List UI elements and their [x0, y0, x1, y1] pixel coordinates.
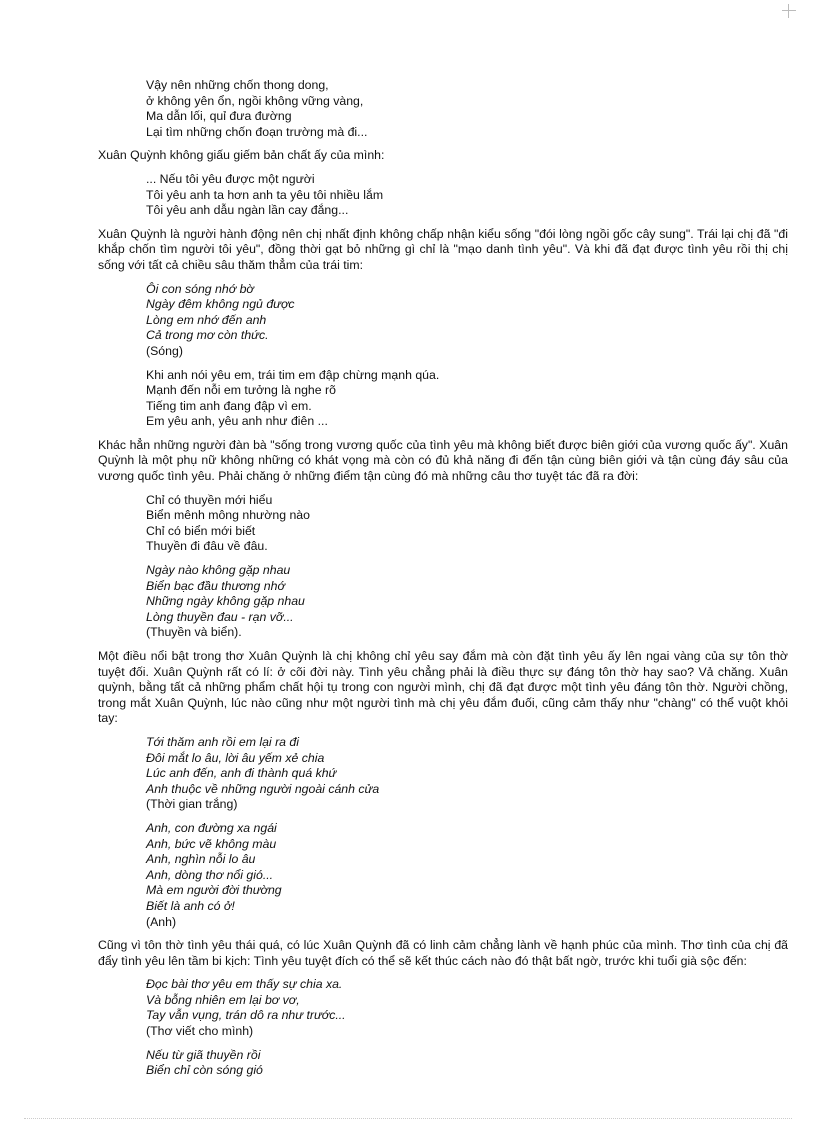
poem-line: Anh, nghìn nỗi lo âu: [146, 852, 256, 867]
poem-line: Mà em người đời thường: [146, 883, 282, 898]
paragraph: Xuân Quỳnh là người hành động nên chị nhất định không chấp nhận kiểu sống "đói lòng ngồi gốc cây sung". Trái lại chị đã "đi khắp chốn tìm người tôi yêu", đồng thời gạt bỏ những gì chỉ là "mạo danh tình yêu". Và khi đã đạt được tình yêu rồi thị chị sống với tất cả chiều sâu thăm thẳm của trái tim:: [98, 226, 788, 272]
poem-line: Biển bạc đầu thương nhớ: [146, 578, 285, 593]
poem-line: Mạnh đến nỗi em tưởng là nghe rõ: [146, 383, 336, 398]
poem-source: (Thuyền và biển).: [146, 625, 242, 640]
paragraph: Cũng vì tôn thờ tình yêu thái quá, có lúc Xuân Quỳnh đã có linh cảm chẳng lành về hạnh phúc của mình. Thơ tình của chị đã đẩy tình yêu lên tầm bi kịch: Tình yêu tuyệt đích có thể sẽ kết thúc cách nào đó thật bất ngờ, trước khi tuổi già sộc đến:: [98, 938, 788, 968]
poem-line: Ngày nào không gặp nhau: [146, 563, 291, 578]
poem-line: Tới thăm anh rồi em lại ra đi: [146, 734, 300, 749]
poem-line: Ôi con sóng nhớ bờ: [146, 281, 254, 296]
poem-line: Đôi mắt lo âu, lời âu yếm xẻ chia: [146, 750, 325, 765]
poem-line: Anh, con đường xa ngái: [146, 820, 277, 835]
poem-line: Thuyền đi đâu về đâu.: [146, 539, 268, 554]
poem-line: Lòng em nhớ đến anh: [146, 312, 267, 327]
document-page: [98, 78, 788, 1087]
poem-line: Chỉ có biển mới biết: [146, 523, 256, 538]
poem-line: ... Nếu tôi yêu được một người: [146, 171, 315, 186]
poem-stanza: [146, 977, 788, 1039]
poem-line: Đọc bài thơ yêu em thấy sự chia xa.: [146, 977, 343, 992]
poem-line: Lại tìm những chốn đoạn trường mà đi...: [146, 124, 368, 139]
poem-line: Khi anh nói yêu em, trái tim em đập chừng mạnh qúa.: [146, 367, 440, 382]
page-bottom-divider: [24, 1118, 792, 1119]
poem-line: Anh, bức vẽ không màu: [146, 836, 277, 851]
poem-stanza: [146, 563, 788, 641]
poem-line: Cả trong mơ còn thức.: [146, 328, 269, 343]
poem-line: Biết là anh có ở!: [146, 898, 235, 913]
poem-line: Biển chỉ còn sóng gió: [146, 1063, 263, 1078]
poem-source: (Sóng): [146, 343, 183, 358]
poem-line: ở không yên ổn, ngồi không vững vàng,: [146, 93, 364, 108]
poem-stanza: [146, 1048, 788, 1079]
poem-line: Biển mênh mông nhường nào: [146, 508, 310, 523]
poem-line: Vậy nên những chốn thong dong,: [146, 78, 329, 92]
poem-stanza: [146, 735, 788, 813]
poem-stanza: [146, 493, 788, 555]
poem-stanza: [146, 368, 788, 430]
poem-stanza: [146, 821, 788, 930]
poem-line: Ma dẫn lối, quỉ đưa đường: [146, 109, 292, 124]
poem-line: Lúc anh đến, anh đi thành quá khứ: [146, 766, 337, 781]
paragraph: Khác hẳn những người đàn bà "sống trong vương quốc của tình yêu mà không biết được biên giới của vương quốc ấy". Xuân Quỳnh là một phụ nữ không những có khát vọng mà còn có đủ khả năng đi đến tận cùng biên giới và tận cùng đáy sâu của vương quốc tình yêu. Phải chăng ở những điểm tận cùng đó mà những câu thơ tuyệt tác đã ra đời:: [98, 437, 788, 484]
poem-line: Những ngày không gặp nhau: [146, 594, 305, 609]
poem-stanza: [146, 172, 788, 219]
poem-source: (Thời gian trắng): [146, 797, 238, 812]
poem-line: Anh thuộc về những người ngoài cánh cửa: [146, 781, 380, 796]
poem-line: Lòng thuyền đau - rạn vỡ...: [146, 609, 294, 624]
poem-source: (Anh): [146, 914, 177, 929]
poem-line: Ngày đêm không ngủ được: [146, 297, 295, 312]
poem-line: Em yêu anh, yêu anh như điên ...: [146, 414, 328, 429]
poem-line: Chỉ có thuyền mới hiểu: [146, 492, 273, 507]
paragraph: Một điều nổi bật trong thơ Xuân Quỳnh là chị không chỉ yêu say đắm mà còn đặt tình yêu ấy lên ngai vàng của sự tôn thờ tuyệt đối. Xuân Quỳnh rất có lí: ở cõi đời này. Tình yêu chẳng phải là điều thực sự đáng tôn thờ hay sao? Vả chăng. Xuân quỳnh, bằng tất cả những phẩm chất hội tụ trong con người mình, chị đã đạt được một tình yêu đáng tôn thờ. Người chồng, trong mắt Xuân Quỳnh, lúc nào cũng như một người tình mà chị yêu đắm đuối, cũng cảm thấy như "chàng" có thể vuột khỏi tay:: [98, 649, 788, 726]
paragraph: Xuân Quỳnh không giấu giếm bản chất ấy của mình:: [98, 148, 385, 163]
poem-line: Tôi yêu anh ta hơn anh ta yêu tôi nhiều lắm: [146, 187, 384, 202]
corner-mark-icon: [782, 4, 796, 18]
poem-line: Tiếng tim anh đang đập vì em.: [146, 398, 312, 413]
poem-line: Nếu từ giã thuyền rồi: [146, 1047, 261, 1062]
poem-line: Tay vẫn vụng, trán dô ra như trước...: [146, 1008, 346, 1023]
poem-line: Anh, dòng thơ nổi gió...: [146, 867, 274, 882]
poem-line: Và bỗng nhiên em lại bơ vơ,: [146, 992, 300, 1007]
poem-stanza: [146, 282, 788, 360]
poem-line: Tôi yêu anh dẫu ngàn lần cay đắng...: [146, 203, 349, 218]
poem-stanza: [146, 78, 788, 140]
poem-source: (Thơ viết cho mình): [146, 1024, 254, 1039]
